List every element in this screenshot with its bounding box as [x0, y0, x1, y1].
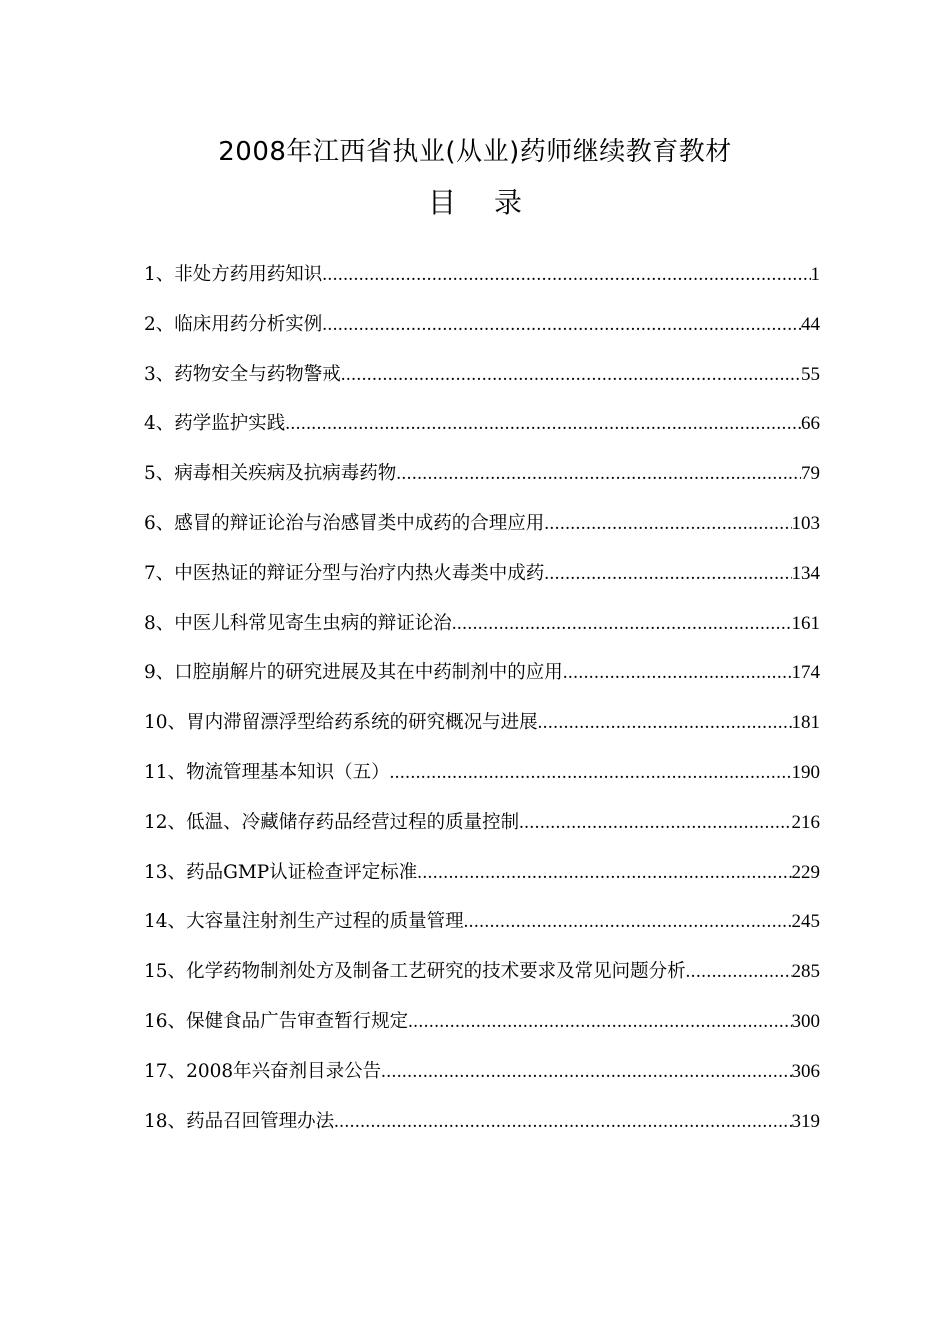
- toc-dot-leader: [285, 411, 801, 437]
- toc-entry-number: 5: [144, 463, 156, 485]
- toc-entry-title-text: 2008年兴奋剂目录公告: [186, 1060, 382, 1082]
- toc-page-number: 300: [791, 1010, 820, 1032]
- toc-entry-title-text: 大容量注射剂生产过程的质量管理: [186, 911, 464, 933]
- toc-entry-title-text: 感冒的辩证论治与治感冒类中成药的合理应用: [174, 512, 545, 534]
- toc-entry[interactable]: [144, 760, 820, 810]
- toc-entry-separator: 、: [155, 562, 175, 584]
- toc-entry-separator: 、: [167, 1010, 187, 1032]
- toc-entry-separator: 、: [167, 761, 187, 783]
- toc-page-number: 216: [791, 811, 820, 833]
- toc-entry-number: 13: [144, 861, 168, 883]
- toc-page-number: 306: [791, 1060, 820, 1082]
- toc-entry[interactable]: [144, 959, 820, 1009]
- toc-entry-separator: 、: [167, 1110, 187, 1132]
- toc-dot-leader: [538, 710, 792, 736]
- toc-entry-separator: 、: [167, 811, 187, 833]
- toc-entry[interactable]: [144, 860, 820, 910]
- toc-entry[interactable]: [144, 312, 820, 362]
- toc-entry-number: 10: [144, 712, 168, 734]
- toc-entry-number: 16: [144, 1010, 168, 1032]
- toc-entry-separator: 、: [167, 1060, 187, 1082]
- toc-entry-title: [144, 760, 390, 786]
- toc-entry-number: 1: [144, 264, 156, 285]
- toc-page-number: 319: [791, 1110, 820, 1132]
- toc-entry-separator: 、: [155, 512, 175, 534]
- toc-dot-leader: [390, 760, 792, 786]
- toc-dot-leader: [396, 461, 801, 487]
- toc-entry-separator: 、: [155, 612, 175, 634]
- toc-entry-separator: 、: [155, 463, 175, 485]
- toc-entry-title-text: 物流管理基本知识（五）: [186, 761, 390, 783]
- toc-page-number: 161: [791, 612, 820, 634]
- toc-entry[interactable]: [144, 1109, 820, 1159]
- toc-entry-separator: 、: [155, 413, 175, 435]
- toc-entry-title-text: 药品GMP认证检查评定标准: [186, 861, 418, 883]
- toc-entry-number: 12: [144, 811, 168, 833]
- toc-page-number: 79: [801, 463, 820, 485]
- toc-entry-separator: 、: [155, 313, 175, 335]
- toc-entry-number: 3: [144, 363, 156, 385]
- toc-entry[interactable]: [144, 461, 820, 511]
- toc-entry-title-text: 口腔崩解片的研究进展及其在中药制剂中的应用: [174, 662, 563, 684]
- toc-entry-title-text: 药学监护实践: [174, 413, 286, 435]
- toc-entry[interactable]: [144, 611, 820, 661]
- toc-entry-title: [144, 611, 452, 637]
- toc-entry-title: [144, 1059, 381, 1085]
- toc-entry[interactable]: [144, 1009, 820, 1059]
- toc-dot-leader: [544, 511, 791, 537]
- toc-page-number: 103: [791, 512, 820, 534]
- toc-entry-separator: 、: [155, 662, 175, 684]
- toc-entry-title: [144, 1109, 334, 1135]
- toc-entry-title-text: 病毒相关疾病及抗病毒药物: [174, 463, 397, 485]
- toc-entry[interactable]: [144, 1059, 820, 1109]
- toc-entry-number: 18: [144, 1110, 168, 1132]
- toc-entry-title: [144, 461, 396, 487]
- toc-entry-title: [144, 860, 417, 886]
- toc-dot-leader: [408, 1009, 791, 1035]
- toc-entry-title-text: 非处方药用药知识: [174, 264, 323, 285]
- toc-entry-title-text: 胃内滞留漂浮型给药系统的研究概况与进展: [186, 712, 538, 734]
- toc-dot-leader: [519, 810, 791, 836]
- toc-entry-number: 15: [144, 961, 168, 983]
- toc-entry[interactable]: [144, 810, 820, 860]
- toc-page-number: 55: [801, 363, 820, 385]
- toc-entry-number: 11: [144, 761, 168, 783]
- toc-entry-title: [144, 262, 322, 288]
- toc-dot-leader: [563, 660, 792, 686]
- toc-page-number: 190: [791, 761, 820, 783]
- toc-page-number: 181: [791, 712, 820, 734]
- toc-entry[interactable]: [144, 561, 820, 611]
- toc-entry-title-text: 中医热证的辩证分型与治疗内热火毒类中成药: [174, 562, 545, 584]
- toc-heading: 目录: [427, 186, 560, 219]
- toc-entry-title: [144, 561, 544, 587]
- toc-dot-leader: [322, 262, 810, 288]
- toc-entry-number: 8: [144, 612, 156, 634]
- toc-dot-leader: [464, 909, 792, 935]
- toc-entry-number: 9: [144, 662, 156, 684]
- toc-entry[interactable]: [144, 262, 820, 312]
- toc-dot-leader: [452, 611, 792, 637]
- toc-entry-separator: 、: [167, 961, 187, 983]
- toc-entry-title: [144, 959, 686, 985]
- toc-entry-separator: 、: [155, 363, 175, 385]
- toc-entry-title-text: 中医儿科常见寄生虫病的辩证论治: [174, 612, 452, 634]
- toc-page-number: 1: [810, 264, 820, 285]
- toc-entry[interactable]: [144, 909, 820, 959]
- toc-page-number: 44: [801, 313, 820, 335]
- toc-entry-title: [144, 411, 285, 437]
- toc-entry-title: [144, 810, 519, 836]
- toc-page-number: 245: [791, 911, 820, 933]
- toc-entry-title-text: 保健食品广告审查暂行规定: [186, 1010, 409, 1032]
- toc-entry-separator: 、: [167, 861, 187, 883]
- toc-entry-title: [144, 660, 563, 686]
- toc-entry-title: [144, 362, 341, 388]
- toc-entry-title-text: 药物安全与药物警戒: [174, 363, 341, 385]
- toc-entry-number: 14: [144, 911, 168, 933]
- toc-entry-number: 7: [144, 562, 156, 584]
- toc-entry-number: 2: [144, 313, 156, 335]
- toc-entry-title: [144, 511, 544, 537]
- toc-page-number: 134: [791, 562, 820, 584]
- toc-page-number: 174: [791, 662, 820, 684]
- toc-dot-leader: [322, 312, 801, 338]
- toc-dot-leader: [381, 1059, 791, 1085]
- toc-entry-title: [144, 1009, 408, 1035]
- toc-dot-leader: [417, 860, 791, 886]
- toc-dot-leader: [544, 561, 791, 587]
- toc-entry[interactable]: [144, 411, 820, 461]
- toc-dot-leader: [686, 959, 792, 985]
- toc-entry-number: 17: [144, 1060, 168, 1082]
- toc-entry-title-text: 临床用药分析实例: [174, 313, 323, 335]
- toc-entry-title: [144, 312, 322, 338]
- toc-entry-title-text: 药品召回管理办法: [186, 1110, 335, 1132]
- toc-entry-separator: 、: [155, 264, 175, 285]
- toc-entry[interactable]: [144, 660, 820, 710]
- document-title: 2008年江西省执业(从业)药师继续教育教材: [218, 137, 732, 167]
- toc-entry-number: 4: [144, 413, 156, 435]
- toc-entry-number: 6: [144, 512, 156, 534]
- toc-dot-leader: [334, 1109, 791, 1135]
- toc-entry-title: [144, 909, 464, 935]
- toc-entry-separator: 、: [167, 712, 187, 734]
- toc-entry-title-text: 低温、冷藏储存药品经营过程的质量控制: [186, 811, 520, 833]
- toc-dot-leader: [341, 362, 801, 388]
- toc-entry-separator: 、: [167, 911, 187, 933]
- toc-page-number: 66: [801, 413, 820, 435]
- toc-entry-title-text: 化学药物制剂处方及制备工艺研究的技术要求及常见问题分析: [186, 961, 686, 983]
- toc-page-number: 285: [791, 961, 820, 983]
- table-of-contents: [144, 262, 820, 1158]
- toc-page-number: 229: [791, 861, 820, 883]
- toc-entry[interactable]: [144, 362, 820, 412]
- toc-entry[interactable]: [144, 710, 820, 760]
- toc-entry-title: [144, 710, 538, 736]
- toc-entry[interactable]: [144, 511, 820, 561]
